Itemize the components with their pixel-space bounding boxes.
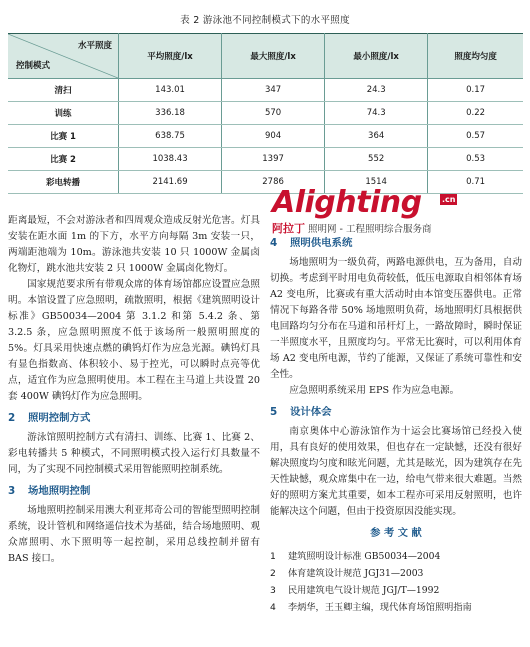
paragraph: 应急照明系统采用 EPS 作为应急电源。 (289, 385, 460, 396)
cell-avg: 1038.43 (119, 148, 222, 171)
cell-uniformity: 0.57 (428, 125, 523, 148)
section-number: 3 (8, 485, 16, 497)
cell-avg: 143.01 (119, 79, 222, 102)
row-mode: 训练 (8, 102, 119, 125)
reference-text: 建筑照明设计标准 GB50034—2004 (288, 551, 441, 562)
table-caption: 表 2 游泳池不同控制模式下的水平照度 (180, 15, 350, 26)
table-row (8, 102, 523, 125)
column-header-avg: 平均照度/lx (119, 34, 222, 79)
section-title: 照明供电系统 (290, 237, 353, 249)
illuminance-table (8, 33, 523, 194)
reference-text: 李炳华，王玉卿主编，现代体育场馆照明指南 (288, 602, 472, 613)
cell-max: 2786 (222, 171, 325, 194)
reference-number: 1 (270, 551, 276, 562)
paragraph: 国家规范要求所有带观众席的体育场馆都应设置应急照明。本馆设置了应急照明，疏散照明，根据《建筑照明设计标准》GB50034—2004 第 3.1.2 和第 5.4.2 条、第 3.2.5 条，应急照明照度不低于该场所一般照明照度的 5%。灯具采用快速点燃的碘钨灯作为应急光源。碘钨灯具有显色指数高、体积较小、易于控光，可以瞬时点亮等优点，适宜作为应急照明使用。本工程在主马道上共设置 20 套 400W 碘钨灯作为应急照明。 (8, 279, 260, 402)
reference-text: 体育建筑设计规范 JGJ31—2003 (288, 568, 424, 579)
reference-number: 4 (270, 602, 276, 613)
section-title: 照明控制方式 (28, 412, 91, 424)
cell-max: 570 (222, 102, 325, 125)
header-mode-label: 控制模式 (16, 61, 51, 71)
row-mode: 比赛 1 (8, 125, 119, 148)
section-heading-3 (8, 483, 260, 499)
cell-uniformity: 0.17 (428, 79, 523, 102)
reference-item (270, 582, 522, 599)
section-number: 5 (270, 406, 278, 418)
cell-min: 364 (325, 125, 428, 148)
section-heading-2 (8, 410, 260, 426)
paragraph: 游泳馆照明控制方式有清扫、训练、比赛 1、比赛 2、彩电转播共 5 种模式，不同照明模式投入运行灯具数量不同，为了实现不同控制模式采用智能照明控制系统。 (8, 432, 260, 475)
watermark-cn-badge: .cn (442, 195, 456, 204)
cell-min: 1514 (325, 171, 428, 194)
row-mode: 比赛 2 (8, 148, 119, 171)
reference-text: 民用建筑电气设计规范 JGJ/T—1992 (288, 585, 440, 596)
cell-min: 24.3 (325, 79, 428, 102)
diagonal-header-cell (8, 34, 119, 79)
reference-number: 3 (270, 585, 276, 596)
column-header-uniformity: 照度均匀度 (428, 34, 523, 79)
paragraph: 距离最短，不会对游泳者和四周观众造成反射光危害。灯具安装在距水面 1m 的下方，水平方向每隔 3m 安装一只，两端距池端为 10m。游泳池共安装 10 只 1000W 金属卤化物灯，跳水池共安装 2 只 1000W 金属卤化物灯。 (8, 215, 260, 274)
section-heading-5 (270, 404, 522, 420)
cell-uniformity: 0.71 (428, 171, 523, 194)
section-title: 场地照明控制 (28, 485, 91, 497)
table-row (8, 79, 523, 102)
section-number: 2 (8, 412, 16, 424)
left-column (8, 213, 260, 567)
section-number: 4 (270, 237, 278, 249)
section-title: 设计体会 (290, 406, 332, 418)
cell-max: 1397 (222, 148, 325, 171)
cell-avg: 638.75 (119, 125, 222, 148)
alighting-watermark-logo (272, 185, 522, 235)
row-mode: 彩电转播 (8, 171, 119, 194)
references-heading: 参 考 文 献 (370, 528, 422, 539)
column-header-min: 最小照度/lx (325, 34, 428, 79)
watermark-brand: Alighting (272, 185, 422, 220)
watermark-tag-rest: 照明网 - 工程照明综合服务商 (305, 224, 432, 235)
header-illuminance-label: 水平照度 (77, 41, 112, 51)
cell-avg: 336.18 (119, 102, 222, 125)
paragraph: 场地照明控制采用澳大利亚邦奇公司的智能型照明控制系统，设计管机和网络遥信技术为基础，结合场地照明、观众席照明、水下照明等一起控制，采用总线控制并留有 BAS 接口。 (8, 505, 260, 564)
reference-number: 2 (270, 568, 276, 579)
cell-min: 74.3 (325, 102, 428, 125)
reference-item (270, 548, 522, 565)
table-row (8, 125, 523, 148)
paragraph: 场地照明为一级负荷，两路电源供电，互为备用，自动切换。考虑到平时用电负荷较低，低压电源取自相邻体育场 A2 变电所，比赛或有重大活动时由本馆变压器供电。正常情况下每路各带 50% 场地照明负荷，场地照明灯具根据供电回路均匀分布在马道和吊杆灯上，一路故障时，瞬时保证一半照度水平，且照度均匀。平常无比赛时，可以利用体育场 A2 变电所电源，节约了能源，又保证了系统可靠性和安全性。 (270, 257, 522, 380)
reference-item (270, 565, 522, 582)
cell-uniformity: 0.22 (428, 102, 523, 125)
cell-max: 904 (222, 125, 325, 148)
paragraph: 南京奥体中心游泳馆作为十运会比赛场馆已经投入使用，具有良好的使用效果，但也存在一定缺憾，还没有很好解决照度均匀度和眩光问题，尤其是眩光，因为建筑存在先天性缺憾，观众席集中在一边，给电气带来很大难题。当然好的照明方案尤其重要，如本工程亦可采用反射照明，也许能解决这个问题，但由于投资原因没能实现。 (270, 426, 522, 517)
row-mode: 清扫 (8, 79, 119, 102)
cell-max: 347 (222, 79, 325, 102)
column-header-max: 最大照度/lx (222, 34, 325, 79)
cell-avg: 2141.69 (119, 171, 222, 194)
reference-item (270, 599, 522, 616)
table-row (8, 148, 523, 171)
section-heading-4 (270, 235, 522, 251)
cell-uniformity: 0.53 (428, 148, 523, 171)
watermark-tag-red: 阿拉丁 (272, 222, 305, 235)
cell-min: 552 (325, 148, 428, 171)
right-column (270, 230, 522, 616)
